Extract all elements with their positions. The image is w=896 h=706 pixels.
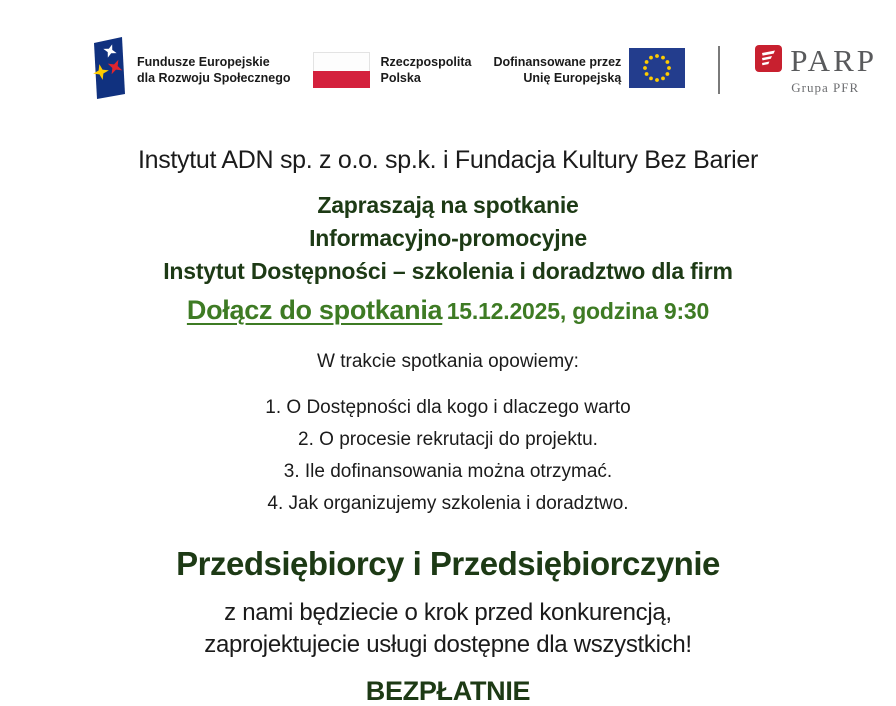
eu-funding-line1: Dofinansowane przez [493, 54, 622, 69]
organizers-line: Instytut ADN sp. z o.o. sp.k. i Fundacja Kultury Bez Barier [137, 146, 759, 174]
invite-line2: Informacyjno-promocyjne [309, 225, 587, 251]
audience-line2: zaprojektujecie usługi dostępne dla wszystkich! [204, 631, 692, 658]
eu-funds-line1: Fundusze Europejskie [137, 54, 270, 69]
eu-funds-flag-icon [88, 36, 128, 105]
poland-line1: Rzeczpospolita [380, 54, 472, 69]
agenda-item: 2. O procesie rekrutacji do projektu. [298, 429, 598, 450]
eu-funds-logo [88, 36, 290, 105]
eu-funding-label [493, 54, 621, 87]
eu-funds-logo-label [137, 54, 290, 87]
invitation-block [0, 189, 896, 288]
poland-logo-label [380, 54, 471, 87]
eu-funding-line2: Unię Europejską [523, 71, 622, 85]
agenda-list [0, 392, 896, 520]
eu-flag-icon [629, 48, 685, 93]
audience-line1: z nami będziecie o krok przed konkurencją, [224, 599, 672, 626]
poland-flag-icon [313, 52, 370, 88]
eu-funds-line2: dla Rozwoju Społecznego [137, 71, 291, 85]
join-line [0, 295, 896, 326]
logo-bar [0, 0, 896, 102]
agenda-item: 4. Jak organizujemy szkolenia i doradztwo. [267, 493, 629, 514]
agenda-item: 3. Ile dofinansowania można otrzymać. [283, 461, 613, 482]
audience-heading: Przedsiębiorcy i Przedsiębiorczynie [176, 545, 720, 582]
parp-subtitle: Grupa PFR [791, 79, 860, 95]
invite-line3: Instytut Dostępności – szkolenia i doradztwo dla firm [163, 258, 733, 284]
parp-logo-icon [755, 45, 782, 77]
parp-wordmark: PARP [790, 43, 877, 78]
parp-logo [755, 45, 877, 96]
logo-divider [718, 46, 720, 94]
event-datetime [447, 298, 709, 324]
eu-funding-logo [493, 48, 685, 93]
poland-logo [313, 52, 471, 88]
agenda-intro: W trakcie spotkania opowiemy: [317, 351, 579, 372]
join-meeting-link[interactable]: Dołącz do spotkania [186, 295, 443, 325]
invite-line1: Zapraszają na spotkanie [317, 192, 579, 218]
poland-line2: Polska [380, 71, 421, 85]
agenda-item: 1. O Dostępności dla kogo i dlaczego warto [265, 397, 631, 418]
audience-subtext [0, 597, 896, 661]
free-label: BEZPŁATNIE [365, 676, 531, 706]
event-datetime-text: 15.12.2025, godzina 9:30 [446, 298, 710, 324]
